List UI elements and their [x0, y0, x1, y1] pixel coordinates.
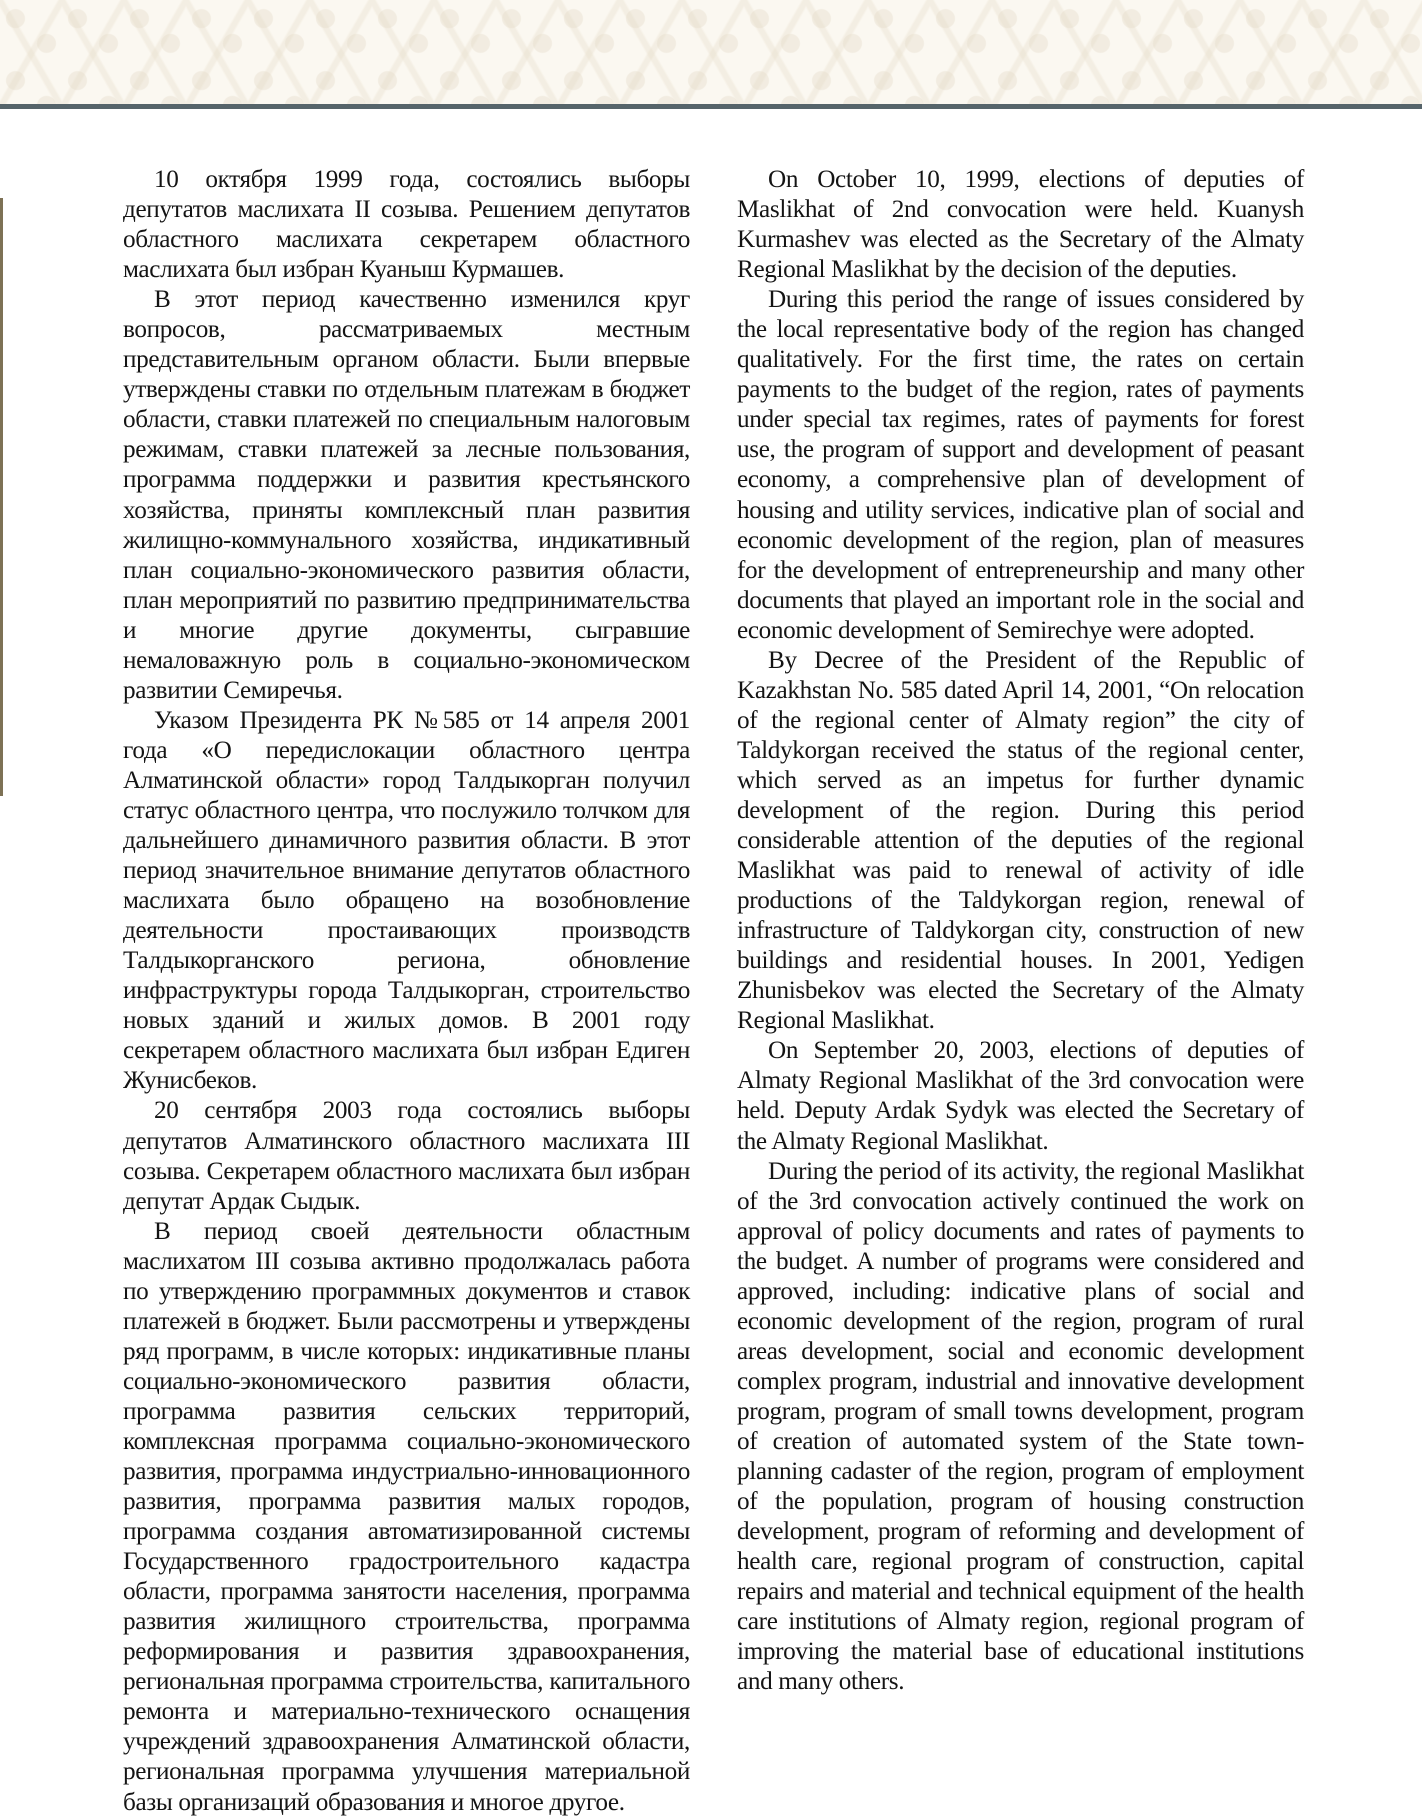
paragraph: Указом Президента РК №585 от 14 апреля 2001 года «О передислокации областного центра Алматинской области» город Талдыкорган получил статус областного центра, что послужило толчком для дальнейшего динамичного развития области. В этот период значительное внимание депутатов областного маслихата было обращено на возобновление деятельности простаивающих производств Талдыкорганского региона, обновление инфраструктуры города Талдыкорган, строительство новых зданий и жилых домов. В 2001 году секретарем областного маслихата был избран Едиген Жунисбеков.: [123, 706, 690, 1095]
ornamental-header-band: [0, 0, 1422, 104]
left-margin-bar: [0, 198, 3, 796]
paragraph: On October 10, 1999, elections of deputies of Maslikhat of 2nd convocation were held. Kuanysh Kurmashev was elected as the Secretary of the Almaty Regional Maslikhat by the decision of the deputies.: [737, 166, 1304, 284]
russian-text-column: [123, 165, 690, 1818]
english-text-column: [737, 165, 1304, 1697]
paragraph: By Decree of the President of the Republic of Kazakhstan No. 585 dated April 14, 2001, “On relocation of the regional center of Almaty region” the city of Taldykorgan received the status of the regional center, which served as an impetus for further dynamic development of the region. During this period considerable attention of the deputies of the regional Maslikhat was paid to renewal of activity of idle productions of the Taldykorgan region, renewal of infrastructure of Taldykorgan city, construction of new buildings and residential houses. In 2001, Yedigen Zhunisbekov was elected the Secretary of the Almaty Regional Maslikhat.: [737, 646, 1304, 1035]
paragraph: 20 сентября 2003 года состоялись выборы депутатов Алматинского областного маслихата III созыва. Секретарем областного маслихата был избран депутат Ардак Сыдык.: [123, 1097, 690, 1215]
paragraph: During the period of its activity, the regional Maslikhat of the 3rd convocation actively continued the work on approval of policy documents and rates of payments to the budget. A number of programs were considered and approved, including: indicative plans of social and economic development of the region, program of rural areas development, social and economic development complex program, industrial and innovative development program, program of small towns development, program of creation of automated system of the State town-planning cadaster of the region, program of employment of the population, program of housing construction development, program of reforming and development of health care, regional program of construction, capital repairs and material and technical equipment of the health care institutions of Almaty region, regional program of improving the material base of educational institutions and many others.: [737, 1157, 1304, 1696]
paragraph: On September 20, 2003, elections of deputies of Almaty Regional Maslikhat of the 3rd convocation were held. Deputy Ardak Sydyk was elected the Secretary of the Almaty Regional Maslikhat.: [737, 1037, 1304, 1155]
paragraph: В период своей деятельности областным маслихатом III созыва активно продолжалась работа по утверждению программных документов и ставок платежей в бюджет. Были рассмотрены и утверждены ряд программ, в числе которых: индикативные планы социально-экономического развития области, программа развития сельских территорий, комплексная программа социально-экономического развития, программа индустриально-инновационного развития, программа развития малых городов, программа создания автоматизированной системы Государственного градостроительного кадастра области, программа занятости населения, программа развития жилищного строительства, программа реформирования и развития здравоохранения, региональная программа строительства, капитального ремонта и материально-технического оснащения учреждений здравоохранения Алматинской области, региональная программа улучшения материальной базы организаций образования и многое другое.: [123, 1217, 690, 1816]
paragraph: During this period the range of issues considered by the local representative body of the region has changed qualitatively. For the first time, the rates on certain payments to the budget of the region, rates of payments under special tax regimes, rates of payments for forest use, the program of support and development of peasant economy, a comprehensive plan of development of housing and utility services, indicative plan of social and economic development of the region, plan of measures for the development of entrepreneurship and many other documents that played an important role in the social and economic development of Semirechye were adopted.: [737, 286, 1304, 644]
paragraph: В этот период качественно изменился круг вопросов, рассматриваемых местным представительным органом области. Были впервые утверждены ставки по отдельным платежам в бюджет области, ставки платежей по специальным налоговым режимам, ставки платежей за лесные пользования, программа поддержки и развития крестьянского хозяйства, приняты комплексный план развития жилищно-коммунального хозяйства, индикативный план социально-экономического развития области, план мероприятий по развитию предпринимательства и многие другие документы, сыгравшие немаловажную роль в социально-экономическом развитии Семиречья.: [123, 286, 690, 704]
header-divider: [0, 104, 1422, 109]
paragraph: 10 октября 1999 года, состоялись выборы депутатов маслихата II созыва. Решением депутатов областного маслихата секретарем областного маслихата был избран Куаныш Курмашев.: [123, 166, 690, 284]
